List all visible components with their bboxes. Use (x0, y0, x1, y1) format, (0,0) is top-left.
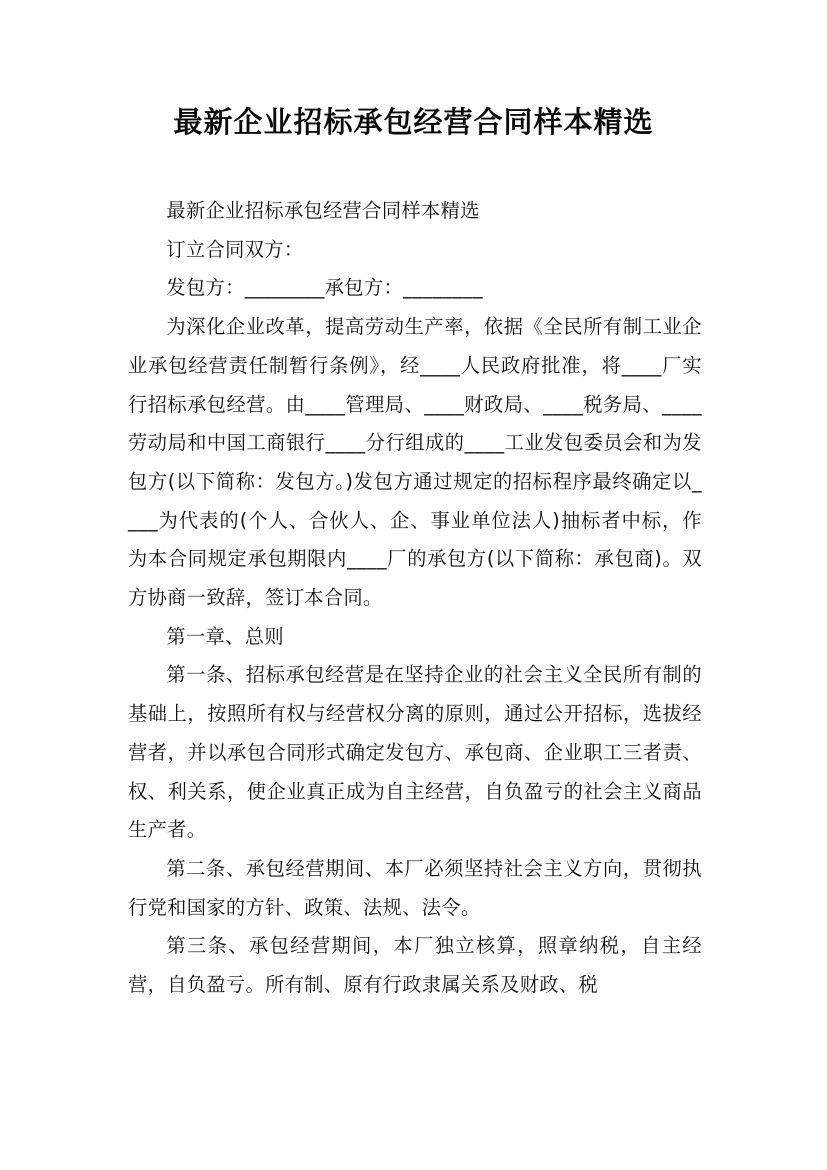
document-body (128, 192, 702, 1005)
paragraph-parties-intro: 订立合同双方： (166, 237, 304, 261)
paragraph-parties-fields: 发包方：________承包方：________ (166, 276, 483, 300)
document-title: 最新企业招标承包经营合同样本精选 (173, 105, 654, 139)
article-1: 第一条、招标承包经营是在坚持企业的社会主义全民所有制的基础上，按照所有权与经营权分离的原则，通过公开招标，选拔经营者，并以承包合同形式确定发包方、承包商、企业职工三者责、权、利关系，使企业真正成为自主经营，自负盈亏的社会主义商品生产者。 (128, 663, 702, 842)
paragraph-preamble: 为深化企业改革，提高劳动生产率，依据《全民所有制工业企业承包经营责任制暂行条例》，经____人民政府批准，将____厂实行招标承包经营。由____管理局、____财政局、____税务局、____劳动局和中国工商银行____分行组成的____工业发包委员会和为发包方(以下简称：发包方。)发包方通过规定的招标程序最终确定以____为代表的(个人、合伙人、企、事业单位法人)抽标者中标，作为本合同规定承包期限内____厂的承包方(以下简称：承包商)。双方协商一致辞，签订本合同。 (128, 315, 702, 610)
article-2: 第二条、承包经营期间、本厂必须坚持社会主义方向，贯彻执行党和国家的方针、政策、法规、法令。 (128, 856, 702, 919)
paragraph-heading-repeat: 最新企业招标承包经营合同样本精选 (166, 199, 480, 222)
chapter-heading: 第一章、总则 (166, 624, 284, 648)
article-3: 第三条、承包经营期间，本厂独立核算，照章纳税，自主经营，自负盈亏。所有制、原有行政隶属关系及财政、税 (128, 934, 702, 997)
